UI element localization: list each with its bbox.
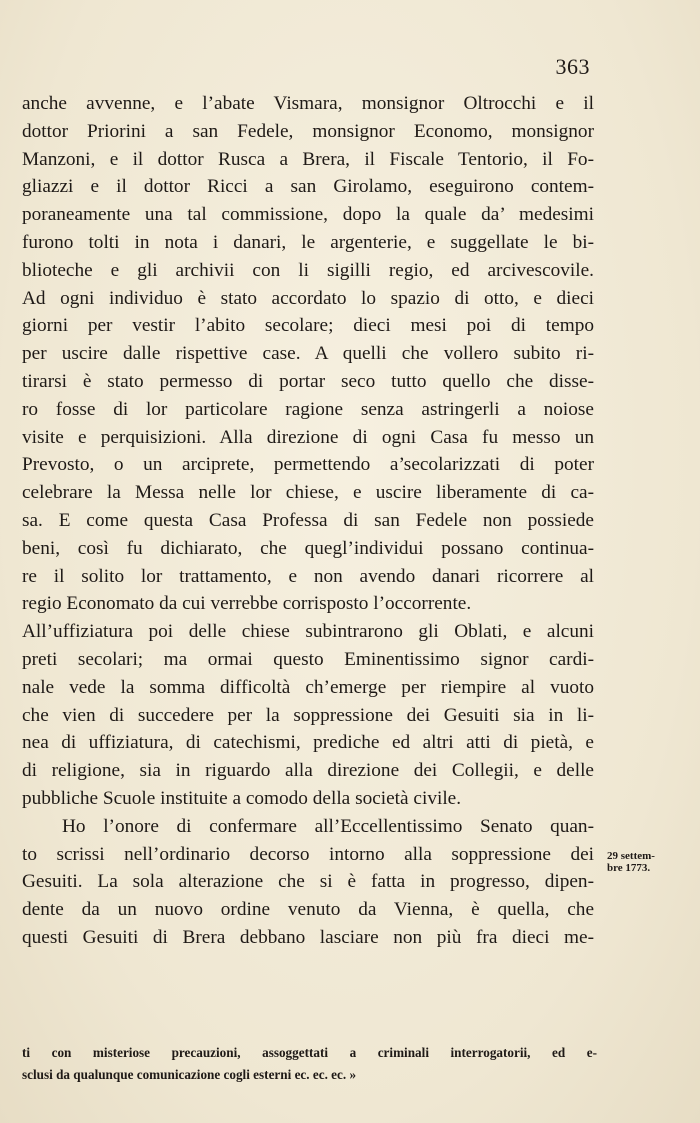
text-line: sa. E come questa Casa Professa di san Fedele non possiede: [22, 509, 594, 531]
text-line: beni, così fu dichiarato, che quegl’individui possano continua-: [22, 537, 594, 559]
text-line: Prevosto, o un arciprete, permettendo a’secolarizzati di poter: [22, 454, 594, 476]
text-line: giorni per vestir l’abito secolare; dieci mesi poi di tempo: [22, 315, 594, 337]
text-line: gliazzi e il dottor Ricci a san Girolamo, eseguirono contem-: [22, 176, 594, 198]
text-line: to scrissi nell’ordinario decorso intorno alla soppressione dei: [22, 843, 594, 865]
text-line: ro fosse di lor particolare ragione senza astringerli a noiose: [22, 398, 594, 420]
text-line: questi Gesuiti di Brera debbano lasciare non più fra dieci me-: [22, 926, 594, 948]
text-line: re il solito lor trattamento, e non avendo danari ricorrere al: [22, 565, 594, 587]
text-line: visite e perquisizioni. Alla direzione di ogni Casa fu messo un: [22, 426, 594, 448]
text-line: preti secolari; ma ormai questo Eminentissimo signor cardi-: [22, 648, 594, 670]
text-line: celebrare la Messa nelle lor chiese, e uscire liberamente di ca-: [22, 482, 594, 504]
text-line: di religione, sia in riguardo alla direzione dei Collegii, e delle: [22, 760, 594, 782]
text-line: nale vede la somma difficoltà ch’emerge per riempire al vuoto: [22, 676, 594, 698]
text-line: per uscire dalle rispettive case. A quelli che vollero subito ri-: [22, 343, 594, 365]
text-line: anche avvenne, e l’abate Vismara, monsignor Oltrocchi e il: [22, 93, 594, 114]
margin-date-note: [607, 850, 697, 874]
text-line: dottor Priorini a san Fedele, monsignor Economo, monsignor: [22, 120, 594, 142]
footnote-line: ti con misteriose precauzioni, assoggettati a criminali interrogatorii, ed e-: [22, 1045, 597, 1060]
paragraph-start-line: Ho l’onore di confermare all’Eccellentissimo Senato quan-: [62, 815, 594, 837]
text-line: tirarsi è stato permesso di portar seco tutto quello che disse-: [22, 370, 594, 392]
text-line: Manzoni, e il dottor Rusca a Brera, il Fiscale Tentorio, il Fo-: [22, 148, 594, 170]
margin-note-line: 29 settem-: [607, 850, 655, 862]
text-line: Ad ogni individuo è stato accordato lo spazio di otto, e dieci: [22, 287, 594, 309]
text-line: poraneamente una tal commissione, dopo la quale da’ medesimi: [22, 204, 594, 226]
footnote-line: sclusi da qualunque comunicazione cogli esterni ec. ec. ec. »: [22, 1067, 357, 1082]
footnote: [22, 1042, 597, 1086]
text-line: All’uffiziatura poi delle chiese subintrarono gli Oblati, e alcuni: [22, 621, 594, 643]
text-line: dente da un nuovo ordine venuto da Vienna, è quella, che: [22, 899, 594, 921]
page-number: 363: [555, 54, 590, 79]
body-text: [22, 90, 594, 952]
margin-note-line: bre 1773.: [607, 862, 651, 874]
text-line: Gesuiti. La sola alterazione che si è fatta in progresso, dipen-: [22, 871, 594, 893]
text-line: che vien di succedere per la soppressione dei Gesuiti sia in li-: [22, 704, 594, 726]
text-line: regio Economato da cui verrebbe corrisposto l’occorrente.: [22, 593, 472, 615]
text-line: furono tolti in nota i danari, le argenterie, e suggellate le bi-: [22, 231, 594, 253]
text-line: pubbliche Scuole instituite a comodo della società civile.: [22, 787, 462, 809]
text-line: nea di uffiziatura, di catechismi, prediche ed altri atti di pietà, e: [22, 732, 594, 754]
text-line: blioteche e gli archivii con li sigilli regio, ed arcivescovile.: [22, 259, 594, 281]
